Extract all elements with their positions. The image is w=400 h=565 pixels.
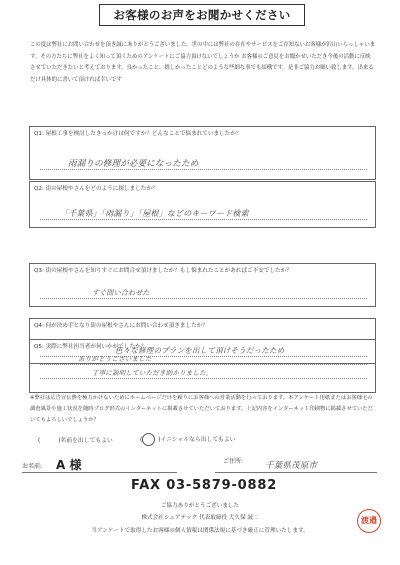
question-4-answer[interactable]: 色々な修理のプランを出して頂けそうだったため xyxy=(115,346,285,355)
question-1-label: Q1: 屋根工事を検討したきっかけは何ですか？どんなことで悩まれていましたか？ xyxy=(34,131,242,137)
question-4-label: Q4: 何が決め手となり街の屋根やさんにお問い合わせ頂きましたか？ xyxy=(34,323,208,329)
choice-initials[interactable]: ( )イニシャルなら出してもよい xyxy=(140,433,236,446)
question-3-box xyxy=(29,263,376,307)
answer-line xyxy=(40,169,367,170)
intro-text: この度は弊社にお問い合わせを頂き誠にありがとうございました。世の中には弊社の存在やサービスをご存知ないお客様が沢山いらっしゃいます。その方たちに弊社をよく知って頂くためのアンケートにご協力頂けないでしょうか お客様のご意見をお聞かせいただき今後の活動に反映させていただきたいと考えております。良かったこと、嬉しかったことどのような些細な事でも結構です。是非ご協力お願い致します。出来るだけ具体的に書いて頂ければ幸いです xyxy=(30,42,376,83)
choice-full-name[interactable]: ( )名前を出してもよい xyxy=(38,438,113,444)
question-1-answer[interactable]: 雨漏りの修理が必要になったため xyxy=(68,159,199,169)
thanks-text: ご協力ありがとうございました xyxy=(160,503,240,509)
answer-line xyxy=(40,219,367,220)
address-label: ご住所: xyxy=(223,458,244,465)
choice-full-name-label: 名前を出してもよい xyxy=(60,438,113,444)
question-5-box xyxy=(29,339,376,393)
approval-stamp: 渡邉 xyxy=(357,509,381,533)
privacy-notice: 当アンケートで取得したお客様の個人情報は関係法規に基づき厳正に管理いたします。 xyxy=(91,528,309,534)
answer-line xyxy=(40,364,367,365)
name-value: A 様 xyxy=(56,458,82,472)
question-3-answer[interactable]: すぐ問い合わせた xyxy=(92,289,150,297)
page-title: お客様のお声をお聞かせください xyxy=(99,4,305,26)
question-2-answer[interactable]: 「千葉県」「雨漏り」「屋根」などのキーワード検索 xyxy=(60,209,249,218)
question-5-answer-line-1[interactable]: ありがとうございました xyxy=(78,355,152,363)
question-5-answer-line-2[interactable]: 丁寧に説明していただき助かりました。 xyxy=(92,369,213,377)
address-field[interactable] xyxy=(215,456,377,473)
name-field[interactable] xyxy=(22,456,177,473)
question-2-label: Q2: 街の屋根やさんをどのように探しましたか？ xyxy=(34,186,158,192)
question-1-box xyxy=(29,126,376,180)
selected-circle-mark xyxy=(142,433,155,446)
name-label: お名前: xyxy=(22,463,43,470)
company-name: 株式会社シェアテック 代表取締役 大久保 誠二 xyxy=(141,515,259,521)
fax-number: FAX 03-5879-0882 xyxy=(131,478,278,493)
address-value: 千葉県茂原市 xyxy=(265,461,318,471)
question-2-box xyxy=(29,181,376,228)
choice-initials-label: イニシャルなら出してもよい xyxy=(160,437,236,443)
answer-line xyxy=(40,298,367,299)
publication-notice: ※弊社は広告宣伝費を極力かけないためにホームページだけを頼りにお客様への営業活動を行っております。本アンケート用紙またはお客様宅の調査風景や施工状況を随時ブログ形式のインターネットに掲載させていただいております。上記内容をインターネット印刷物に掲載させていただいてもよろしいでしょうか？ xyxy=(30,395,373,423)
question-5-label: Q5: 実際に弊社担当者が伺いかがでしたか？ xyxy=(34,344,147,350)
answer-line xyxy=(40,378,367,379)
question-3-label: Q3: 街の屋根やさんを知りすぐにお問合せ頂けましたか？もし悩まれたことがあればご不安でしたか？ xyxy=(34,268,292,274)
